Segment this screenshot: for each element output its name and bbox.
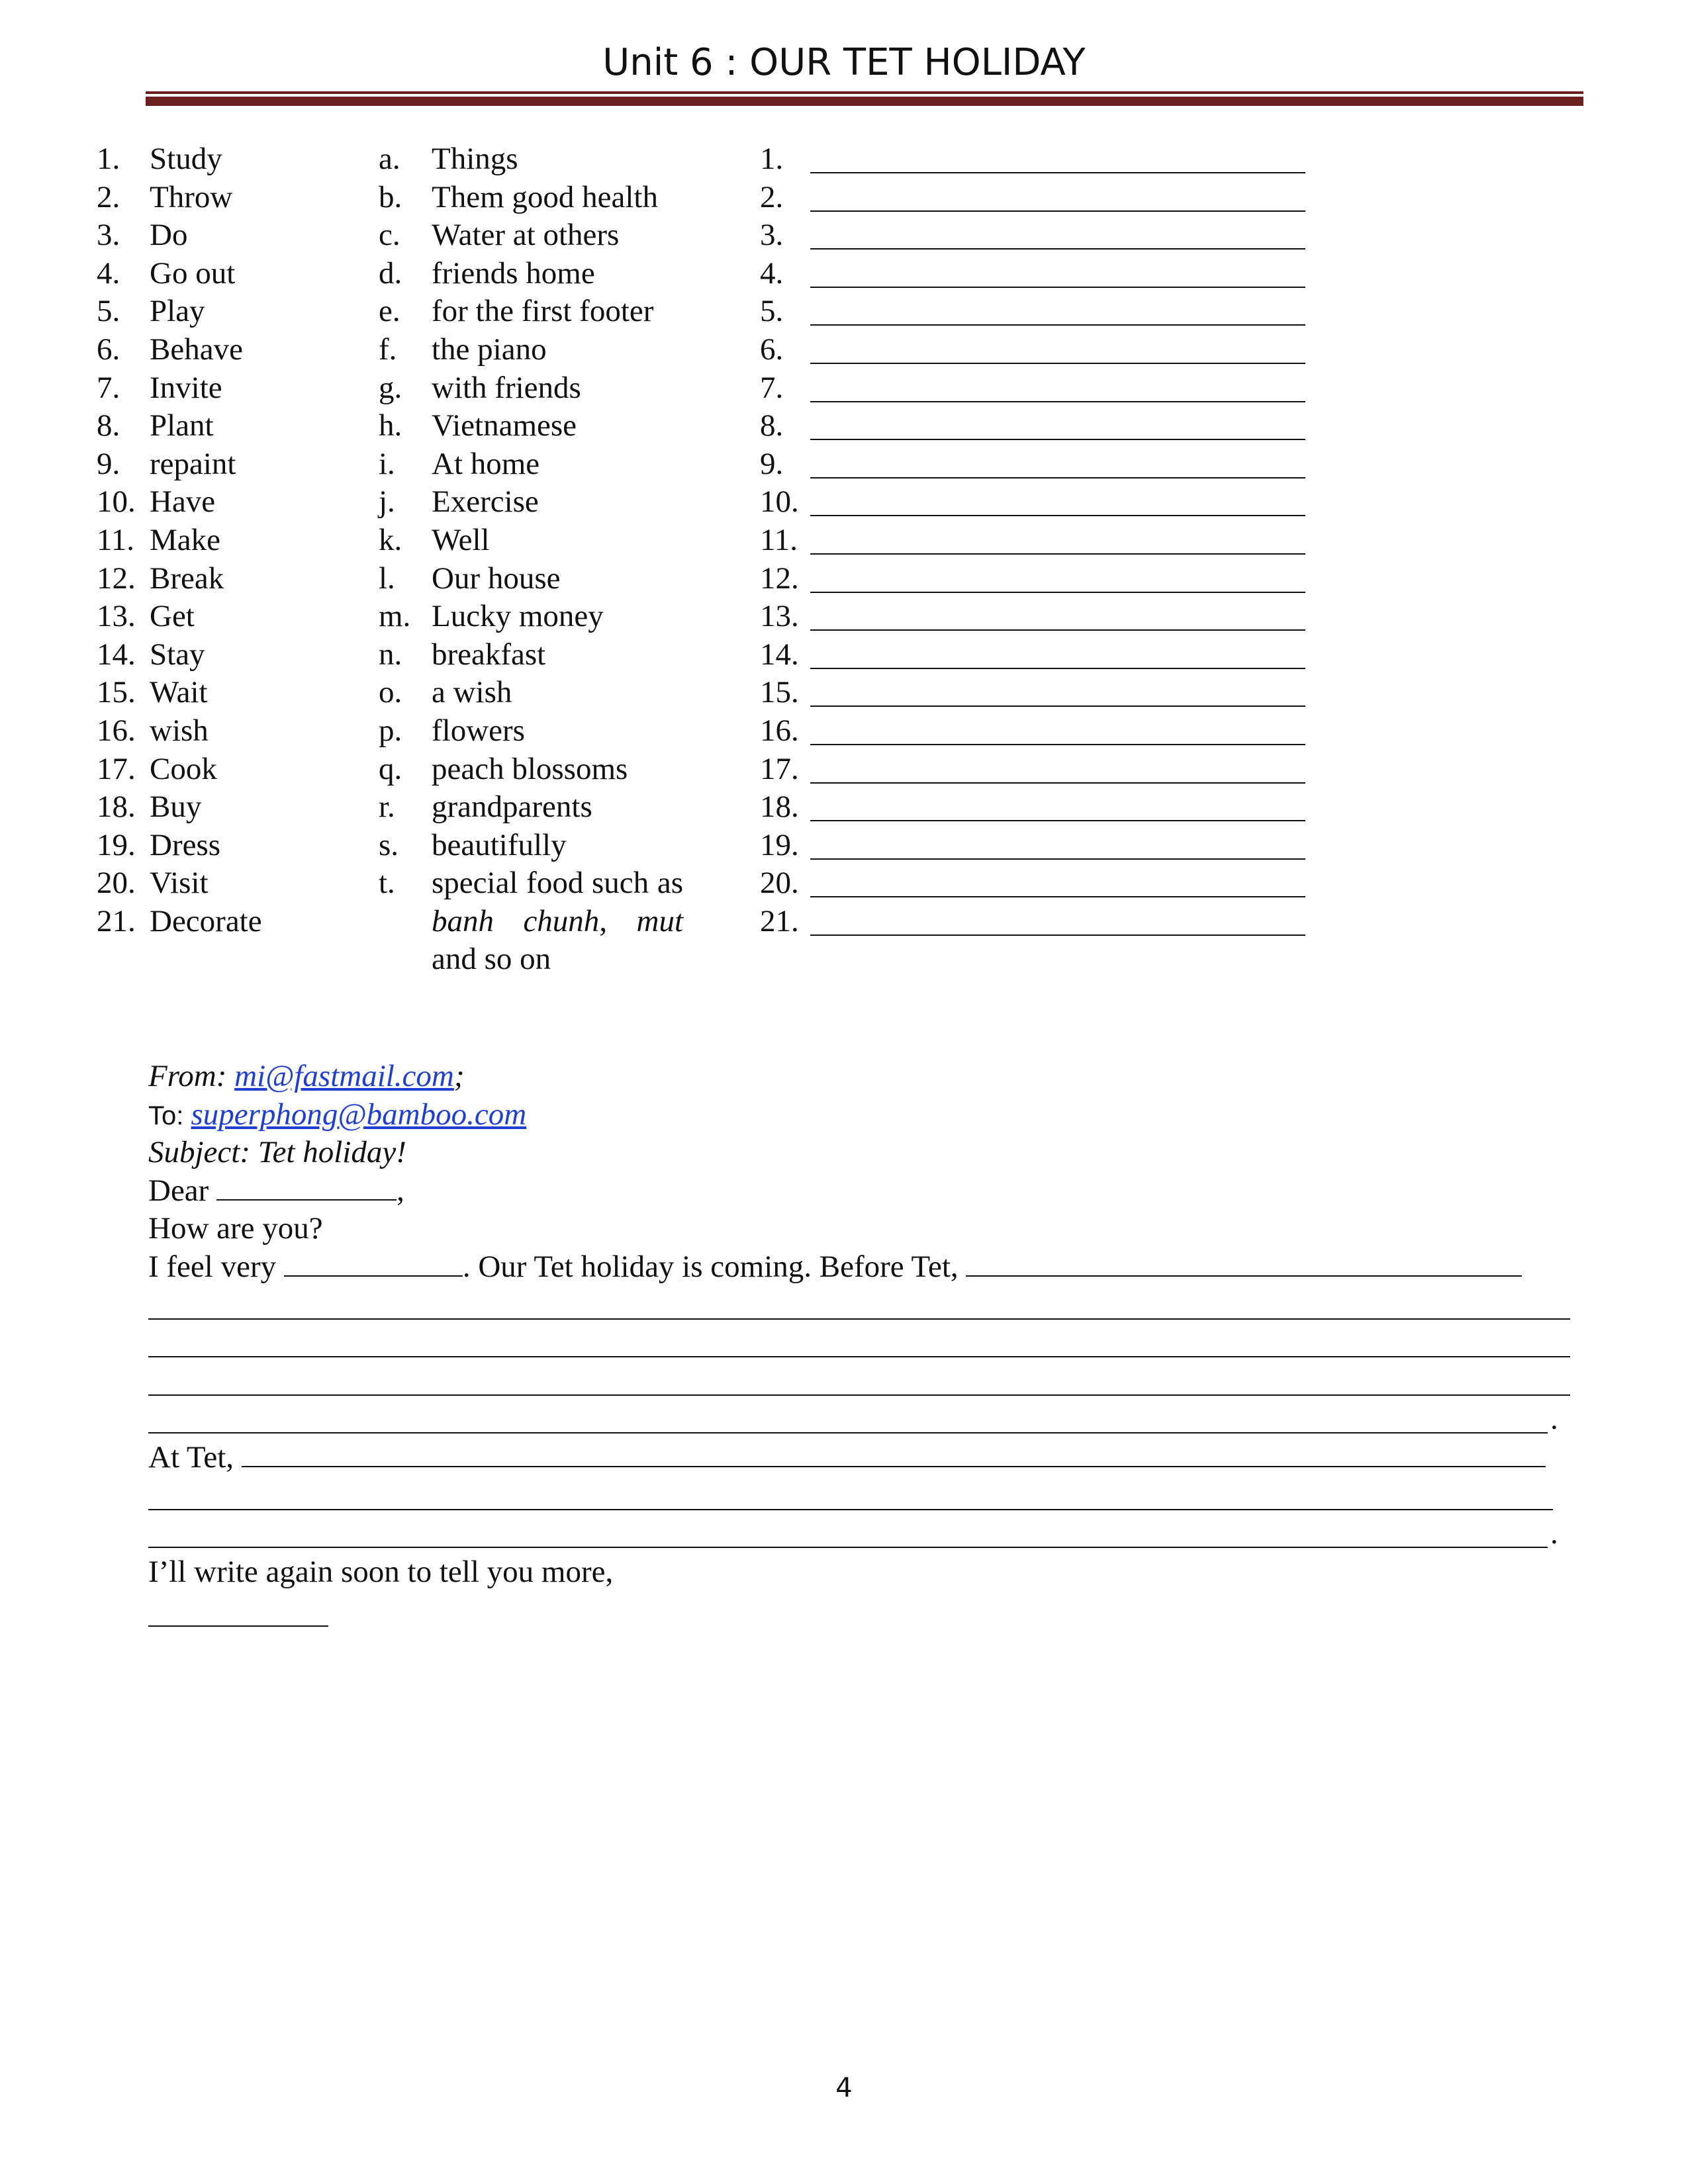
answer-blank[interactable] (810, 553, 1305, 555)
object-text: breakfast (432, 637, 546, 672)
email-dear-row (148, 1172, 1591, 1210)
verb-column (97, 140, 361, 940)
object-text: Our house (432, 561, 561, 596)
to-label: To: (148, 1101, 191, 1130)
object-letter: e. (379, 294, 400, 329)
verb-item (97, 903, 361, 941)
verb-item (97, 179, 361, 217)
at-tet-row (148, 1439, 1591, 1477)
object-item (379, 674, 690, 712)
dear-end: , (397, 1173, 404, 1208)
answer-row (760, 598, 1316, 636)
from-address-link[interactable]: mi@fastmail.com (234, 1059, 454, 1093)
object-text: peach blossoms (432, 751, 628, 786)
object-t-part: , (599, 903, 637, 938)
answer-number: 12. (760, 561, 799, 596)
verb-number: 20. (97, 866, 136, 901)
answer-row (760, 483, 1316, 522)
object-text: friends home (432, 255, 595, 291)
verb-item (97, 293, 361, 331)
object-text: beautifully (432, 827, 567, 862)
at-tet-period: . (1550, 1516, 1558, 1551)
verb-item (97, 445, 361, 484)
object-item (379, 179, 690, 217)
verb-text: Play (150, 294, 205, 329)
answer-blank[interactable] (810, 820, 1305, 821)
email-exercise (148, 1058, 1591, 1629)
verb-item (97, 788, 361, 827)
answer-row (760, 827, 1316, 865)
answer-column (760, 140, 1316, 940)
verb-text: repaint (150, 446, 236, 481)
from-end: ; (453, 1059, 465, 1093)
verb-number: 15. (97, 675, 136, 710)
answer-number: 15. (760, 675, 799, 710)
feel-mid: . Our Tet holiday is coming. Before Tet, (462, 1249, 966, 1284)
verb-text: Get (150, 599, 195, 634)
object-text: the piano (432, 332, 547, 367)
dear-name-blank[interactable] (216, 1173, 397, 1201)
answer-row (760, 445, 1316, 484)
answer-row (760, 788, 1316, 827)
object-text: for the first footer (432, 294, 654, 329)
before-tet-period: . (1550, 1402, 1558, 1437)
verb-text: Have (150, 484, 216, 520)
answer-row (760, 255, 1316, 293)
verb-item (97, 864, 361, 903)
verb-item (97, 255, 361, 293)
verb-number: 10. (97, 484, 136, 520)
answer-row (760, 751, 1316, 789)
verb-number: 17. (97, 751, 136, 786)
page-number: 4 (835, 2073, 853, 2103)
answer-row (760, 560, 1316, 598)
title-rule-thin (146, 91, 1583, 94)
object-letter: f. (379, 332, 397, 367)
answer-number: 8. (760, 408, 784, 443)
answer-blank[interactable] (810, 210, 1305, 212)
answer-number: 13. (760, 599, 799, 634)
answer-row (760, 903, 1316, 941)
object-item (379, 445, 690, 484)
object-letter: r. (379, 790, 395, 825)
object-item (379, 522, 690, 560)
verb-item (97, 598, 361, 636)
answer-blank[interactable] (810, 287, 1305, 288)
answer-number: 18. (760, 790, 799, 825)
verb-item (97, 827, 361, 865)
answer-blank[interactable] (810, 401, 1305, 402)
object-text: grandparents (432, 790, 592, 825)
verb-number: 2. (97, 179, 120, 214)
answer-blank[interactable] (810, 629, 1305, 631)
object-letter: d. (379, 255, 402, 291)
before-tet-line-4[interactable] (148, 1400, 1591, 1439)
answer-number: 9. (760, 446, 784, 481)
email-to-row (148, 1096, 1591, 1134)
at-tet-blank[interactable] (242, 1439, 1546, 1467)
object-text: Lucky money (432, 599, 604, 634)
verb-item (97, 560, 361, 598)
verb-text: Wait (150, 675, 208, 710)
object-text: Them good health (432, 179, 658, 214)
answer-row (760, 179, 1316, 217)
answer-row (760, 864, 1316, 903)
object-letter: p. (379, 713, 402, 748)
object-letter: i. (379, 446, 395, 481)
verb-number: 18. (97, 790, 136, 825)
object-text: At home (432, 446, 540, 481)
answer-number: 20. (760, 866, 799, 901)
closing-line: I’ll write again soon to tell you more, (148, 1554, 614, 1589)
object-t-dish-2: mut (636, 903, 683, 938)
verb-number: 3. (97, 218, 120, 253)
from-label: From: (148, 1059, 235, 1093)
verb-number: 19. (97, 827, 136, 862)
object-t-dish-1: banh chunh (432, 903, 600, 938)
object-letter: b. (379, 179, 402, 214)
object-letter: t. (379, 866, 395, 901)
feel-label: I feel very (148, 1249, 284, 1284)
verb-number: 16. (97, 713, 136, 748)
object-text: flowers (432, 713, 525, 748)
object-letter: k. (379, 522, 402, 557)
verb-number: 7. (97, 370, 120, 405)
object-item (379, 483, 690, 522)
answer-number: 21. (760, 903, 799, 938)
verb-text: Cook (150, 751, 217, 786)
object-text: Vietnamese (432, 408, 577, 443)
object-item (379, 369, 690, 408)
verb-number: 4. (97, 255, 120, 291)
verb-text: Break (150, 561, 224, 596)
to-address-link[interactable]: superphong@bamboo.com (191, 1097, 527, 1132)
feel-blank[interactable] (284, 1249, 463, 1277)
object-item (379, 255, 690, 293)
answer-row (760, 331, 1316, 369)
answer-row (760, 216, 1316, 255)
verb-number: 13. (97, 599, 136, 634)
verb-text: Make (150, 522, 221, 557)
object-text: with friends (432, 370, 581, 405)
before-tet-line-2[interactable] (148, 1324, 1591, 1363)
object-item (379, 140, 690, 179)
email-feel-row (148, 1248, 1591, 1287)
object-letter: m. (379, 599, 411, 634)
object-column (379, 140, 690, 979)
verb-text: Do (150, 218, 188, 253)
object-item (379, 293, 690, 331)
verb-number: 12. (97, 561, 136, 596)
answer-row (760, 712, 1316, 751)
verb-number: 14. (97, 637, 136, 672)
answer-blank[interactable] (810, 668, 1305, 669)
answer-number: 3. (760, 218, 784, 253)
object-item (379, 598, 690, 636)
answer-blank[interactable] (810, 324, 1305, 326)
verb-text: Visit (150, 866, 209, 901)
object-item (379, 636, 690, 674)
object-letter: j. (379, 484, 395, 520)
answer-blank[interactable] (810, 477, 1305, 478)
verb-item (97, 483, 361, 522)
verb-text: Buy (150, 790, 202, 825)
verb-text: Invite (150, 370, 222, 405)
object-letter: g. (379, 370, 402, 405)
answer-blank[interactable] (810, 934, 1305, 936)
object-text: Things (432, 142, 518, 176)
answer-row (760, 293, 1316, 331)
object-text: Exercise (432, 484, 539, 520)
verb-item (97, 712, 361, 751)
answer-number: 10. (760, 484, 799, 520)
email-how-row: How are you? (148, 1211, 323, 1246)
object-item (379, 751, 690, 789)
answer-number: 19. (760, 827, 799, 862)
answer-number: 2. (760, 179, 784, 214)
verb-item (97, 140, 361, 179)
object-item (379, 407, 690, 445)
verb-number: 11. (97, 522, 135, 557)
object-text: Well (432, 522, 490, 557)
answer-number: 5. (760, 294, 784, 329)
verb-number: 8. (97, 408, 120, 443)
answer-number: 17. (760, 751, 799, 786)
verb-item (97, 522, 361, 560)
answer-number: 1. (760, 142, 784, 176)
answer-blank[interactable] (810, 515, 1305, 516)
verb-item (97, 216, 361, 255)
answer-blank[interactable] (810, 363, 1305, 364)
answer-number: 6. (760, 332, 784, 367)
before-tet-line-1[interactable] (148, 1287, 1591, 1325)
answer-number: 16. (760, 713, 799, 748)
verb-item (97, 331, 361, 369)
object-letter: a. (379, 142, 400, 176)
answer-number: 14. (760, 637, 799, 672)
answer-blank[interactable] (810, 744, 1305, 745)
at-tet-line-2[interactable] (148, 1515, 1591, 1553)
verb-number: 1. (97, 142, 120, 176)
answer-row (760, 674, 1316, 712)
answer-blank[interactable] (810, 172, 1305, 173)
verb-text: Plant (150, 408, 214, 443)
object-letter: o. (379, 675, 402, 710)
object-text: Water at others (432, 218, 620, 253)
verb-number: 9. (97, 446, 120, 481)
before-tet-blank[interactable] (966, 1249, 1522, 1277)
verb-text: Decorate (150, 903, 262, 938)
at-tet-line-1[interactable] (148, 1477, 1591, 1516)
object-letter: c. (379, 218, 400, 253)
answer-row (760, 636, 1316, 674)
verb-text: Go out (150, 255, 236, 291)
verb-number: 21. (97, 903, 136, 938)
answer-row (760, 522, 1316, 560)
answer-number: 7. (760, 370, 784, 405)
verb-number: 5. (97, 294, 120, 329)
answer-row (760, 407, 1316, 445)
answer-blank[interactable] (810, 248, 1305, 250)
signature-row[interactable] (148, 1591, 1591, 1629)
title-rule-thick (146, 97, 1583, 106)
verb-text: Stay (150, 637, 205, 672)
object-item (379, 827, 690, 865)
email-subject: Subject: Tet holiday! (148, 1135, 406, 1170)
verb-number: 6. (97, 332, 120, 367)
answer-number: 11. (760, 522, 798, 557)
answer-blank[interactable] (810, 782, 1305, 784)
answer-blank[interactable] (810, 705, 1305, 707)
at-tet-label: At Tet, (148, 1439, 242, 1475)
object-letter: h. (379, 408, 402, 443)
page-title: Unit 6 : OUR TET HOLIDAY (602, 41, 1086, 84)
verb-text: Study (150, 142, 222, 176)
verb-item (97, 674, 361, 712)
answer-blank[interactable] (810, 858, 1305, 860)
verb-text: Dress (150, 827, 221, 862)
object-t-part: and so on (432, 942, 551, 977)
object-text: a wish (432, 675, 512, 710)
answer-number: 4. (760, 255, 784, 291)
answer-row (760, 369, 1316, 408)
object-item (379, 560, 690, 598)
verb-item (97, 636, 361, 674)
email-from-row (148, 1058, 1591, 1096)
object-item-t (379, 864, 690, 979)
dear-label: Dear (148, 1173, 217, 1208)
object-item (379, 788, 690, 827)
object-item (379, 331, 690, 369)
object-item (379, 712, 690, 751)
verb-text: Behave (150, 332, 243, 367)
object-letter: s. (379, 827, 399, 862)
object-text-t (432, 864, 683, 979)
verb-text: wish (150, 713, 209, 748)
before-tet-line-3[interactable] (148, 1363, 1591, 1401)
verb-item (97, 369, 361, 408)
verb-text: Throw (150, 179, 233, 214)
object-t-part: special food such as (432, 866, 683, 901)
object-item (379, 216, 690, 255)
answer-blank[interactable] (810, 592, 1305, 593)
verb-item (97, 407, 361, 445)
answer-blank[interactable] (810, 439, 1305, 440)
answer-blank[interactable] (810, 896, 1305, 897)
answer-row (760, 140, 1316, 179)
object-letter: l. (379, 561, 395, 596)
object-letter: n. (379, 637, 402, 672)
object-letter: q. (379, 751, 402, 786)
verb-item (97, 751, 361, 789)
